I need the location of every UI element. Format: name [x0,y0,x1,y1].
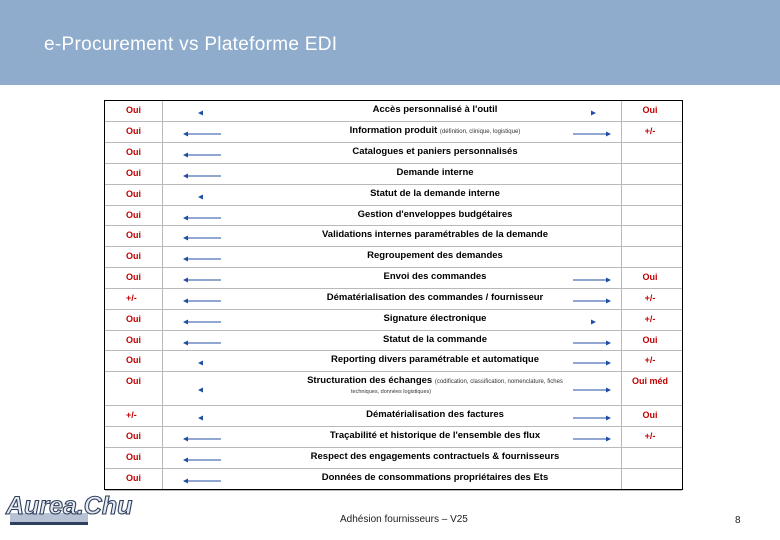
feature-label [235,472,635,483]
feature-label-text: Regroupement des demandes [367,250,503,261]
aurea-logo [4,484,133,532]
arrow-left-icon [198,415,206,421]
arrow-left-icon [198,194,206,200]
table-row [105,101,682,122]
edi-value: Oui [642,105,658,115]
page-title: e-Procurement vs Plateforme EDI [44,34,338,55]
footer-text: Adhésion fournisseurs – V25 [340,514,468,525]
arrow-left-icon [183,173,221,179]
feature-label-text: Validations internes paramétrables de la demande [322,229,548,240]
table-row [105,226,682,247]
feature-label-text: Structuration des échanges [307,375,433,386]
eprocurement-value: Oui [126,314,141,324]
table-row [105,185,682,206]
edi-value: +/- [644,431,656,441]
feature-label-text: Envoi des commandes [383,271,487,282]
comparison-table [104,100,683,490]
arrow-right-icon [588,110,596,116]
edi-value: Oui méd [631,376,668,386]
arrow-right-icon [588,319,596,325]
arrow-left-icon [183,457,221,463]
edi-value: +/- [644,293,656,303]
eprocurement-value: Oui [126,126,141,136]
eprocurement-value: Oui [126,230,141,240]
arrow-right-icon [573,131,611,137]
arrow-left-icon [183,256,221,262]
arrow-right-icon [573,387,611,393]
edi-value: +/- [644,314,656,324]
feature-label-text: Accès personnalisé à l'outil [372,104,498,115]
eprocurement-value: Oui [126,189,141,199]
arrow-right-icon [573,415,611,421]
arrow-right-icon [573,340,611,346]
feature-note-continued: techniques, données logistiques) [351,389,432,395]
arrow-left-icon [183,277,221,283]
table-row [105,351,682,372]
eprocurement-value: Oui [126,376,141,386]
eprocurement-value: Oui [126,431,141,441]
feature-label [235,313,635,324]
table-row [105,406,682,427]
feature-label-text: Traçabilité et historique de l'ensemble des flux [329,430,541,441]
table-row [105,206,682,226]
feature-label [235,209,635,220]
eprocurement-value: Oui [126,272,141,282]
table-row [105,427,682,448]
table-row [105,247,682,268]
table-row [105,164,682,185]
feature-label [235,451,635,462]
feature-label-text: Dématérialisation des factures [366,409,504,420]
feature-label [235,104,635,115]
table-row [105,331,682,351]
edi-value: Oui [642,410,658,420]
table-row [105,143,682,164]
arrow-left-icon [183,152,221,158]
arrow-left-icon [183,319,221,325]
table-row [105,122,682,143]
page-number: 8 [735,515,741,526]
arrow-left-icon [183,235,221,241]
arrow-right-icon [573,277,611,283]
eprocurement-value: +/- [126,293,137,303]
table-row [105,310,682,331]
eprocurement-value: Oui [126,147,141,157]
arrow-left-icon [183,478,221,484]
feature-label-text: Demande interne [396,167,474,178]
feature-label-text: Reporting divers paramétrable et automatique [331,354,539,365]
eprocurement-value: +/- [126,410,137,420]
feature-label-text: Statut de la demande interne [370,188,500,199]
feature-label-text: Respect des engagements contractuels & fournisseurs [310,451,560,462]
eprocurement-value: Oui [126,251,141,261]
feature-label [235,167,635,178]
eprocurement-value: Oui [126,105,141,115]
feature-label-text: Dématérialisation des commandes / fournisseur [326,292,544,303]
edi-value: Oui [642,335,658,345]
logo-text: Aurea.Chu [6,492,133,520]
arrow-left-icon [183,340,221,346]
arrow-right-icon [573,360,611,366]
eprocurement-value: Oui [126,452,141,462]
feature-label-text: Statut de la commande [383,334,487,345]
feature-note: (codification, classification, nomenclature, fiches [434,379,563,385]
arrow-left-icon [198,387,206,393]
eprocurement-value: Oui [126,355,141,365]
feature-label-text: Information produit [349,125,438,136]
title-bar [0,0,780,85]
edi-value: +/- [644,355,656,365]
feature-label-text: Données de consommations propriétaires des Ets [321,472,549,483]
table-row [105,268,682,289]
feature-label [235,375,635,386]
eprocurement-value: Oui [126,473,141,483]
arrow-left-icon [183,436,221,442]
table-row [105,448,682,469]
eprocurement-value: Oui [126,335,141,345]
feature-label-text: Catalogues et paniers personnalisés [352,146,518,157]
arrow-right-icon [573,436,611,442]
arrow-left-icon [183,131,221,137]
feature-label [235,250,635,261]
edi-value: +/- [644,126,656,136]
feature-note: (définition, clinique, logistique) [439,129,521,135]
arrow-left-icon [198,110,206,116]
arrow-left-icon [198,360,206,366]
arrow-left-icon [183,298,221,304]
feature-label [235,188,635,199]
arrow-left-icon [183,215,221,221]
eprocurement-value: Oui [126,210,141,220]
feature-label-text: Signature électronique [383,313,487,324]
feature-label-text: Gestion d'enveloppes budgétaires [357,209,513,220]
arrow-right-icon [573,298,611,304]
table-row [105,289,682,310]
table-row [105,372,682,406]
edi-value: Oui [642,272,658,282]
eprocurement-value: Oui [126,168,141,178]
feature-label [235,229,635,240]
feature-label [235,146,635,157]
table-row [105,469,682,491]
